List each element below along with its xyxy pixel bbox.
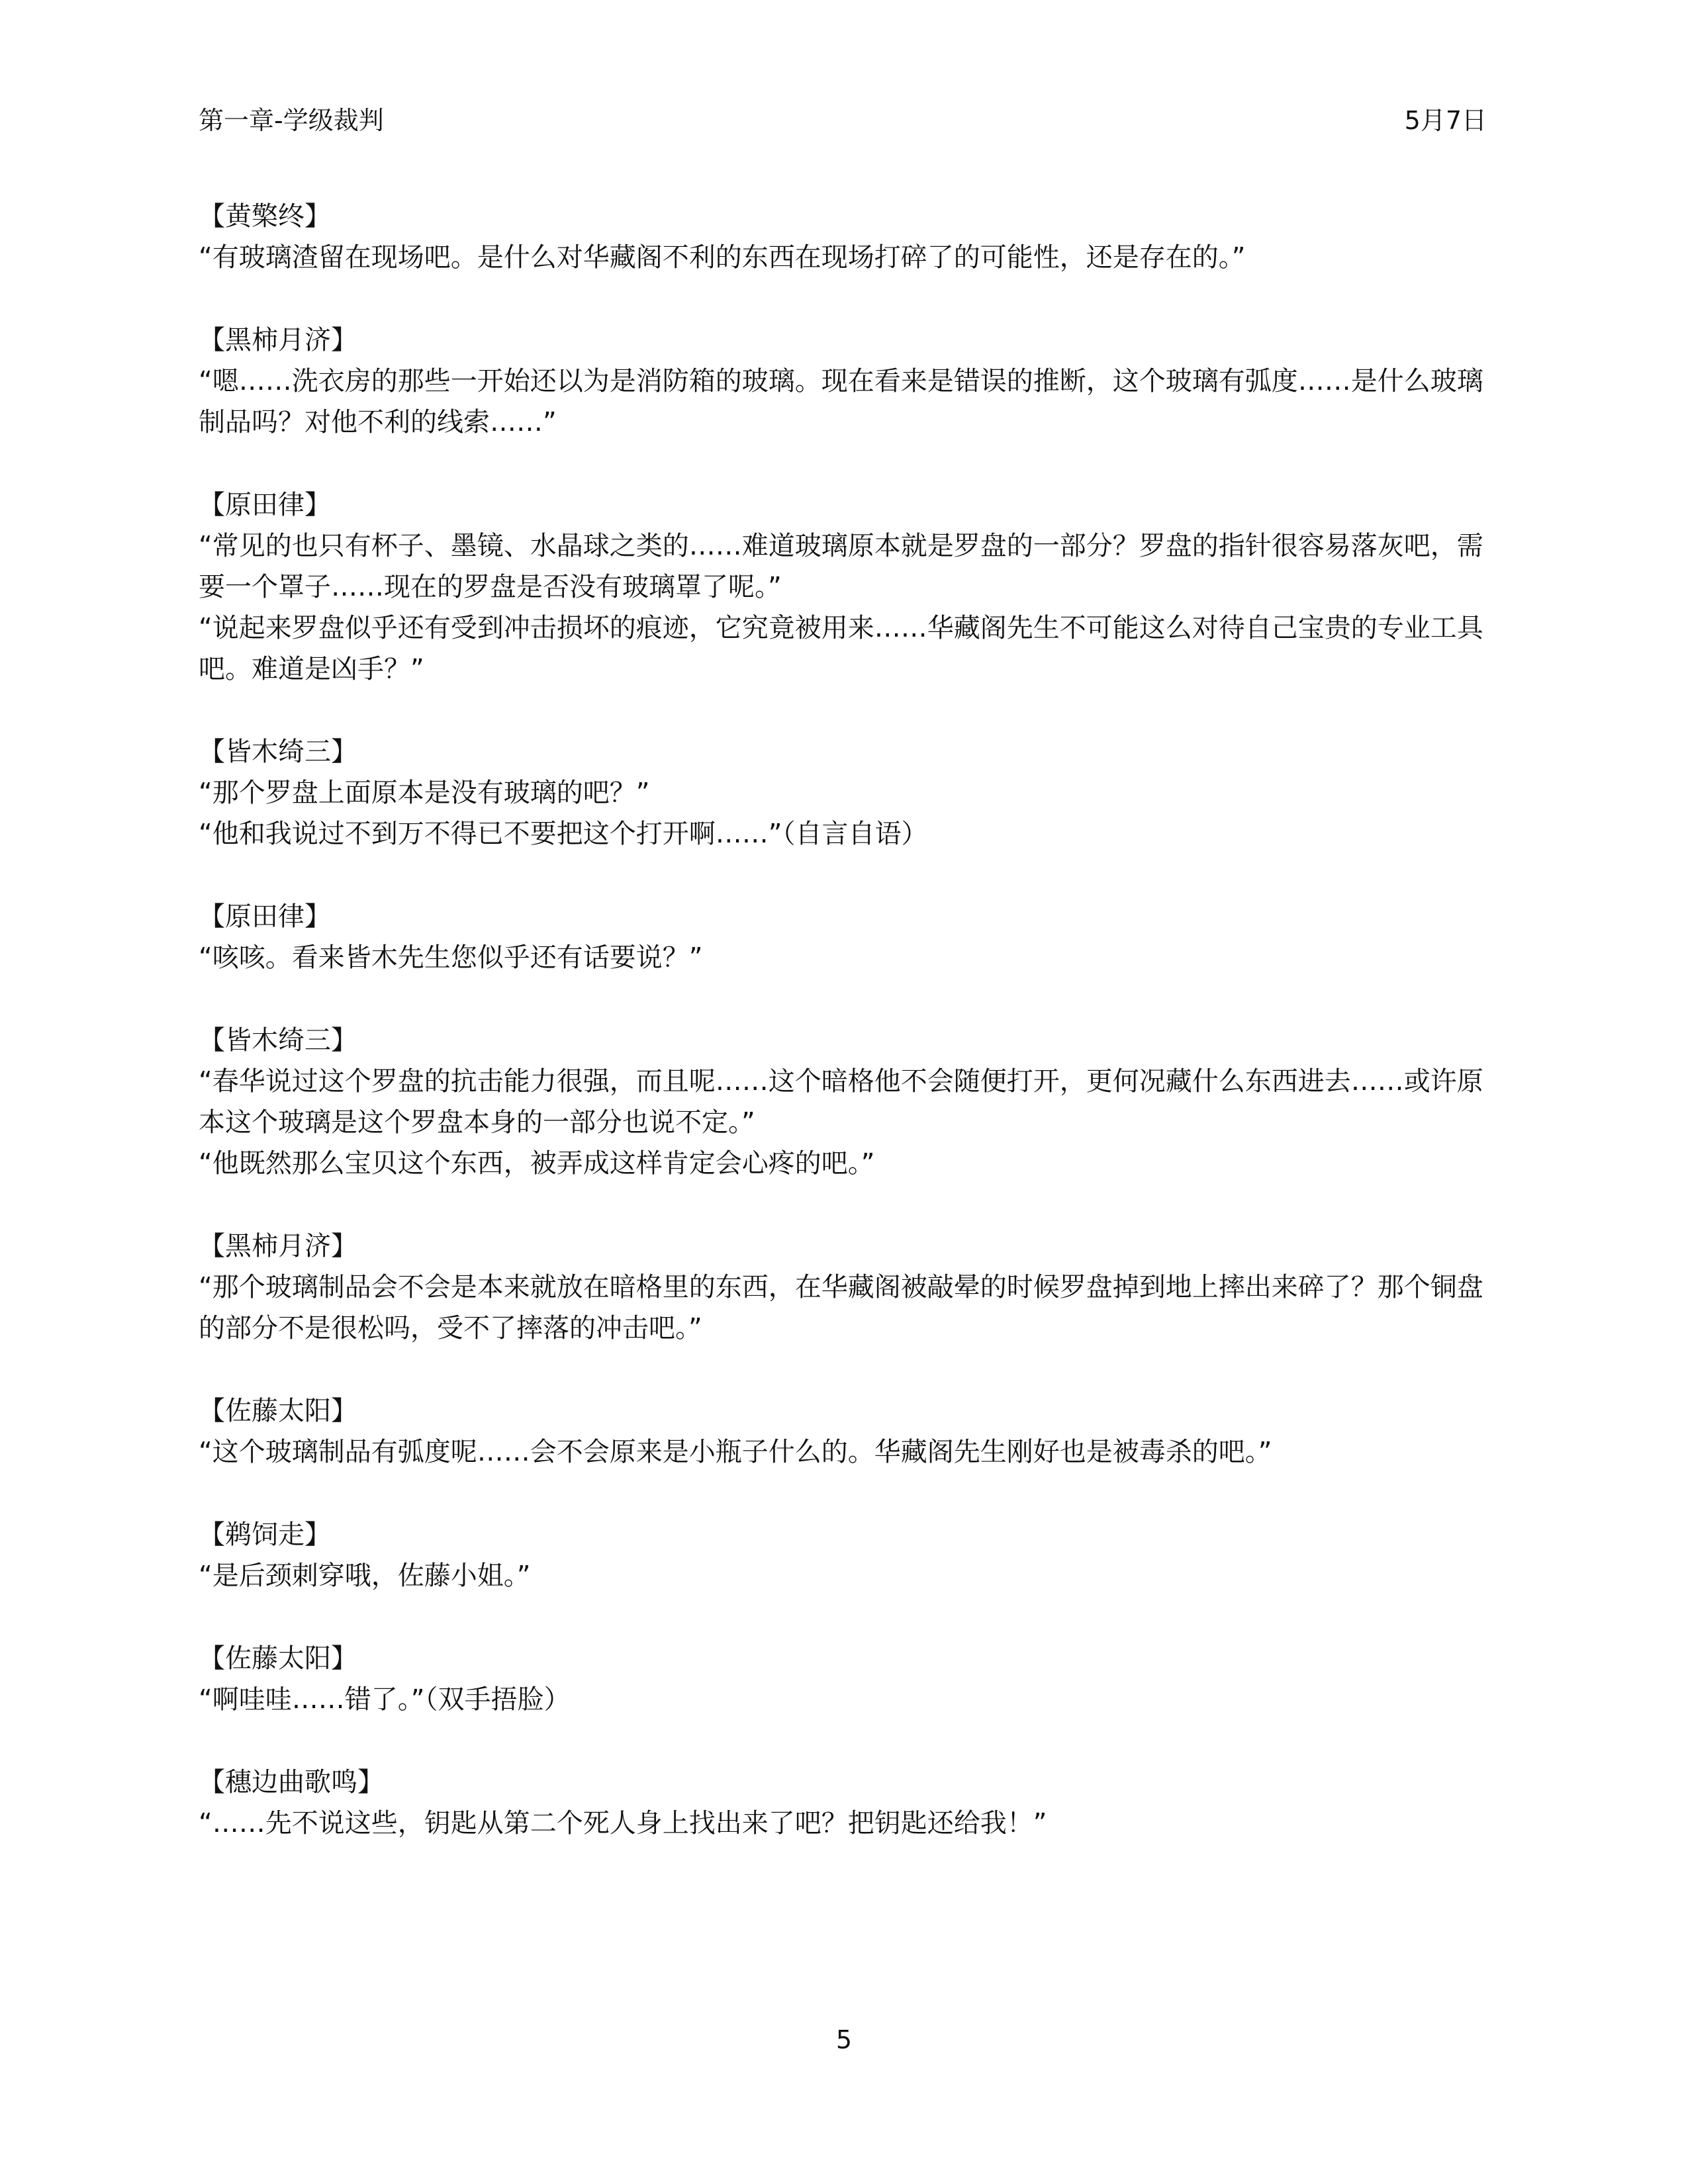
dialogue-line: “……先不说这些，钥匙从第二个死人身上找出来了吧？把钥匙还给我！”	[199, 1808, 1047, 1839]
speaker-name: 【原田律】	[199, 490, 331, 520]
speaker-name: 【皆木绮三】	[199, 737, 357, 767]
dialogue-block	[199, 731, 1487, 854]
dialogue-line: “嗯……洗衣房的那些一开始还以为是消防箱的玻璃。现在看来是错误的推断，这个玻璃有弧度……是什么玻璃制品吗？对他不利的线索……”	[199, 366, 1483, 437]
dialogue-body	[199, 196, 1487, 1886]
speaker-name: 【原田律】	[199, 901, 331, 932]
header-date: 5月7日	[1404, 106, 1487, 135]
speaker-name: 【黑柿月济】	[199, 325, 357, 355]
speaker-name: 【佐藤太阳】	[199, 1396, 357, 1426]
speaker-name: 【黑柿月济】	[199, 1231, 357, 1261]
dialogue-line: “咳咳。看来皆木先生您似乎还有话要说？”	[199, 942, 703, 973]
page-number: 5	[835, 2025, 853, 2054]
dialogue-line: “他和我说过不到万不得已不要把这个打开啊……”（自言自语）	[199, 819, 928, 849]
dialogue-block	[199, 1020, 1487, 1184]
speaker-name: 【鹈饲走】	[199, 1520, 331, 1550]
dialogue-line: “这个玻璃制品有弧度呢……会不会原来是小瓶子什么的。华藏阁先生刚好也是被毒杀的吧。”	[199, 1437, 1272, 1467]
chapter-title: 第一章-学级裁判	[199, 106, 384, 135]
dialogue-block	[199, 1762, 1487, 1844]
dialogue-line: “有玻璃渣留在现场吧。是什么对华藏阁不利的东西在现场打碎了的可能性，还是存在的。”	[199, 242, 1246, 273]
dialogue-line: “说起来罗盘似乎还有受到冲击损坏的痕迹，它究竟被用来……华藏阁先生不可能这么对待自己宝贵的专业工具吧。难道是凶手？”	[199, 613, 1483, 684]
dialogue-line: “那个罗盘上面原本是没有玻璃的吧？”	[199, 778, 650, 808]
speaker-name: 【佐藤太阳】	[199, 1643, 357, 1674]
dialogue-block	[199, 484, 1487, 690]
speaker-name: 【穗边曲歌鸣】	[199, 1767, 384, 1797]
dialogue-line: “啊哇哇……错了。”（双手捂脸）	[199, 1684, 571, 1715]
dialogue-line: “常见的也只有杯子、墨镜、水晶球之类的……难道玻璃原本就是罗盘的一部分？罗盘的指针很容易落灰吧，需要一个罩子……现在的罗盘是否没有玻璃罩了呢。”	[199, 531, 1483, 602]
page-header	[199, 101, 1487, 140]
dialogue-line: “是后颈刺穿哦，佐藤小姐。”	[199, 1561, 531, 1591]
dialogue-line: “那个玻璃制品会不会是本来就放在暗格里的东西，在华藏阁被敲晕的时候罗盘掉到地上摔出来碎了？那个铜盘的部分不是很松吗，受不了摔落的冲击吧。”	[199, 1272, 1483, 1343]
dialogue-block	[199, 1514, 1487, 1596]
dialogue-block	[199, 896, 1487, 978]
dialogue-block	[199, 320, 1487, 443]
speaker-name: 【黄檠终】	[199, 201, 331, 232]
dialogue-block	[199, 1638, 1487, 1720]
dialogue-line: “他既然那么宝贝这个东西，被弄成这样肯定会心疼的吧。”	[199, 1148, 875, 1179]
dialogue-block	[199, 196, 1487, 278]
dialogue-block	[199, 1226, 1487, 1349]
dialogue-line: “春华说过这个罗盘的抗击能力很强，而且呢……这个暗格他不会随便打开，更何况藏什么东西进去……或许原本这个玻璃是这个罗盘本身的一部分也说不定。”	[199, 1066, 1483, 1138]
dialogue-block	[199, 1390, 1487, 1473]
speaker-name: 【皆木绮三】	[199, 1025, 357, 1056]
